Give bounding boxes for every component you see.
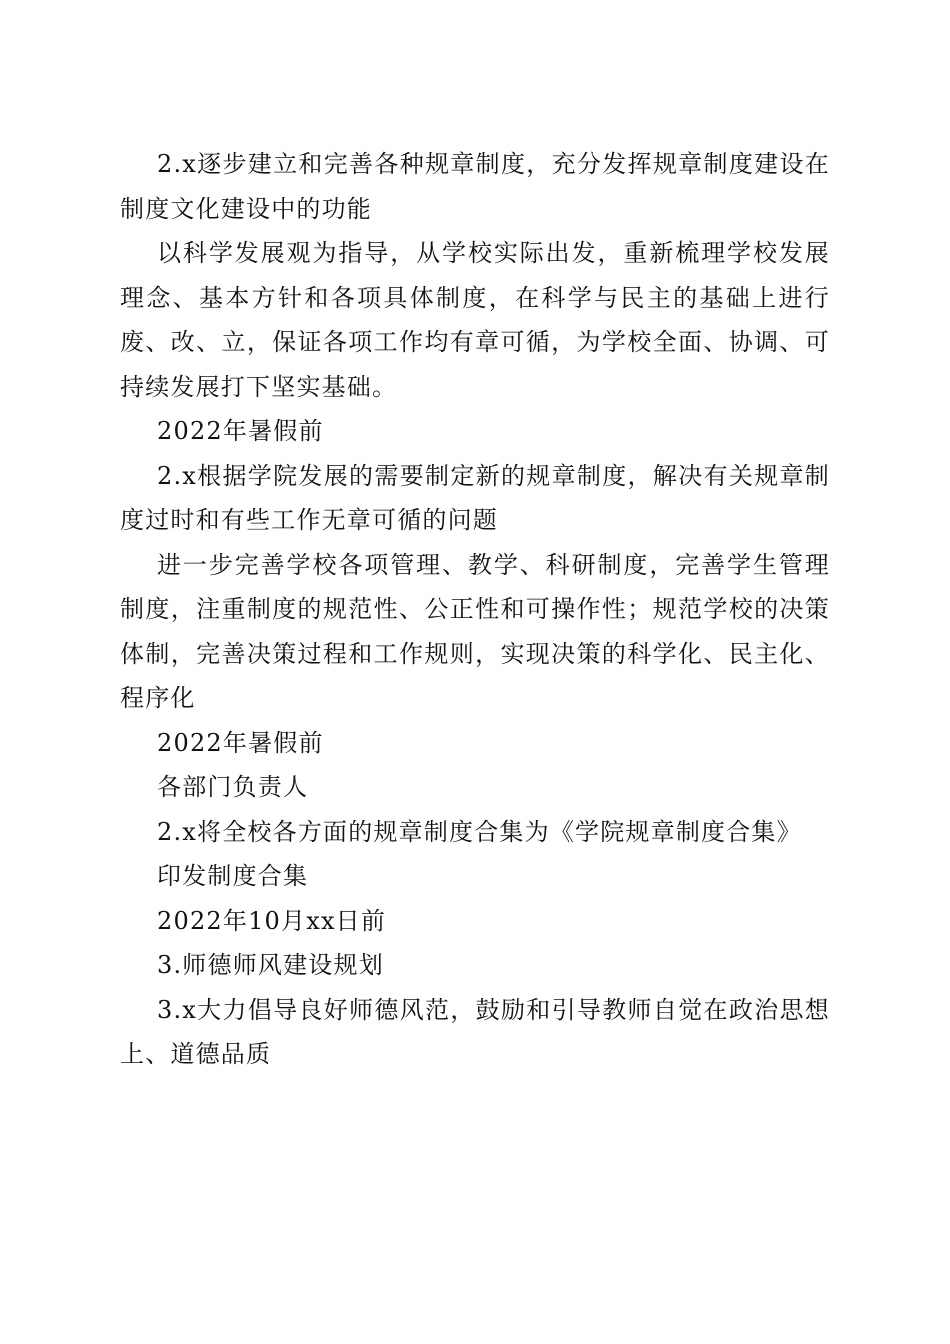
deadline-text: 2022年10月xx日前 <box>157 906 387 935</box>
deadline-text: 2022年暑假前 <box>157 728 324 757</box>
section-heading-2-x-new-rules: 2.x根据学院发展的需要制定新的规章制度，解决有关规章制度过时和有些工作无章可循的问题 <box>120 461 830 534</box>
section-heading-3-x-ethics: 3.x大力倡导良好师德风范，鼓励和引导教师自觉在政治思想上、道德品质 <box>120 995 830 1068</box>
body-paragraph: 印发制度合集 <box>157 862 309 890</box>
deadline-text: 2022年暑假前 <box>157 417 324 445</box>
section-heading-2-x-establish-rules: 2.x逐步建立和完善各种规章制度，充分发挥规章制度建设在制度文化建设中的功能 <box>120 150 830 223</box>
body-paragraph: 进一步完善学校各项管理、教学、科研制度，完善学生管理制度，注重制度的规范性、公正性和可操作性；规范学校的决策体制，完善决策过程和工作规则，实现决策的科学化、民主化、程序化 <box>120 550 830 712</box>
section-heading-2-x-compile-rules: 2.x将全校各方面的规章制度合集为《学院规章制度合集》 <box>157 817 802 846</box>
section-heading-3-ethics-plan: 3.师德师风建设规划 <box>157 951 384 979</box>
body-paragraph: 以科学发展观为指导，从学校实际出发，重新梳理学校发展理念、基本方针和各项具体制度，在科学与民主的基础上进行废、改、立，保证各项工作均有章可循，为学校全面、协调、可持续发展打下坚实基础。 <box>120 239 830 401</box>
responsible-party-text: 各部门负责人 <box>157 773 309 801</box>
document-body <box>120 142 830 1077</box>
